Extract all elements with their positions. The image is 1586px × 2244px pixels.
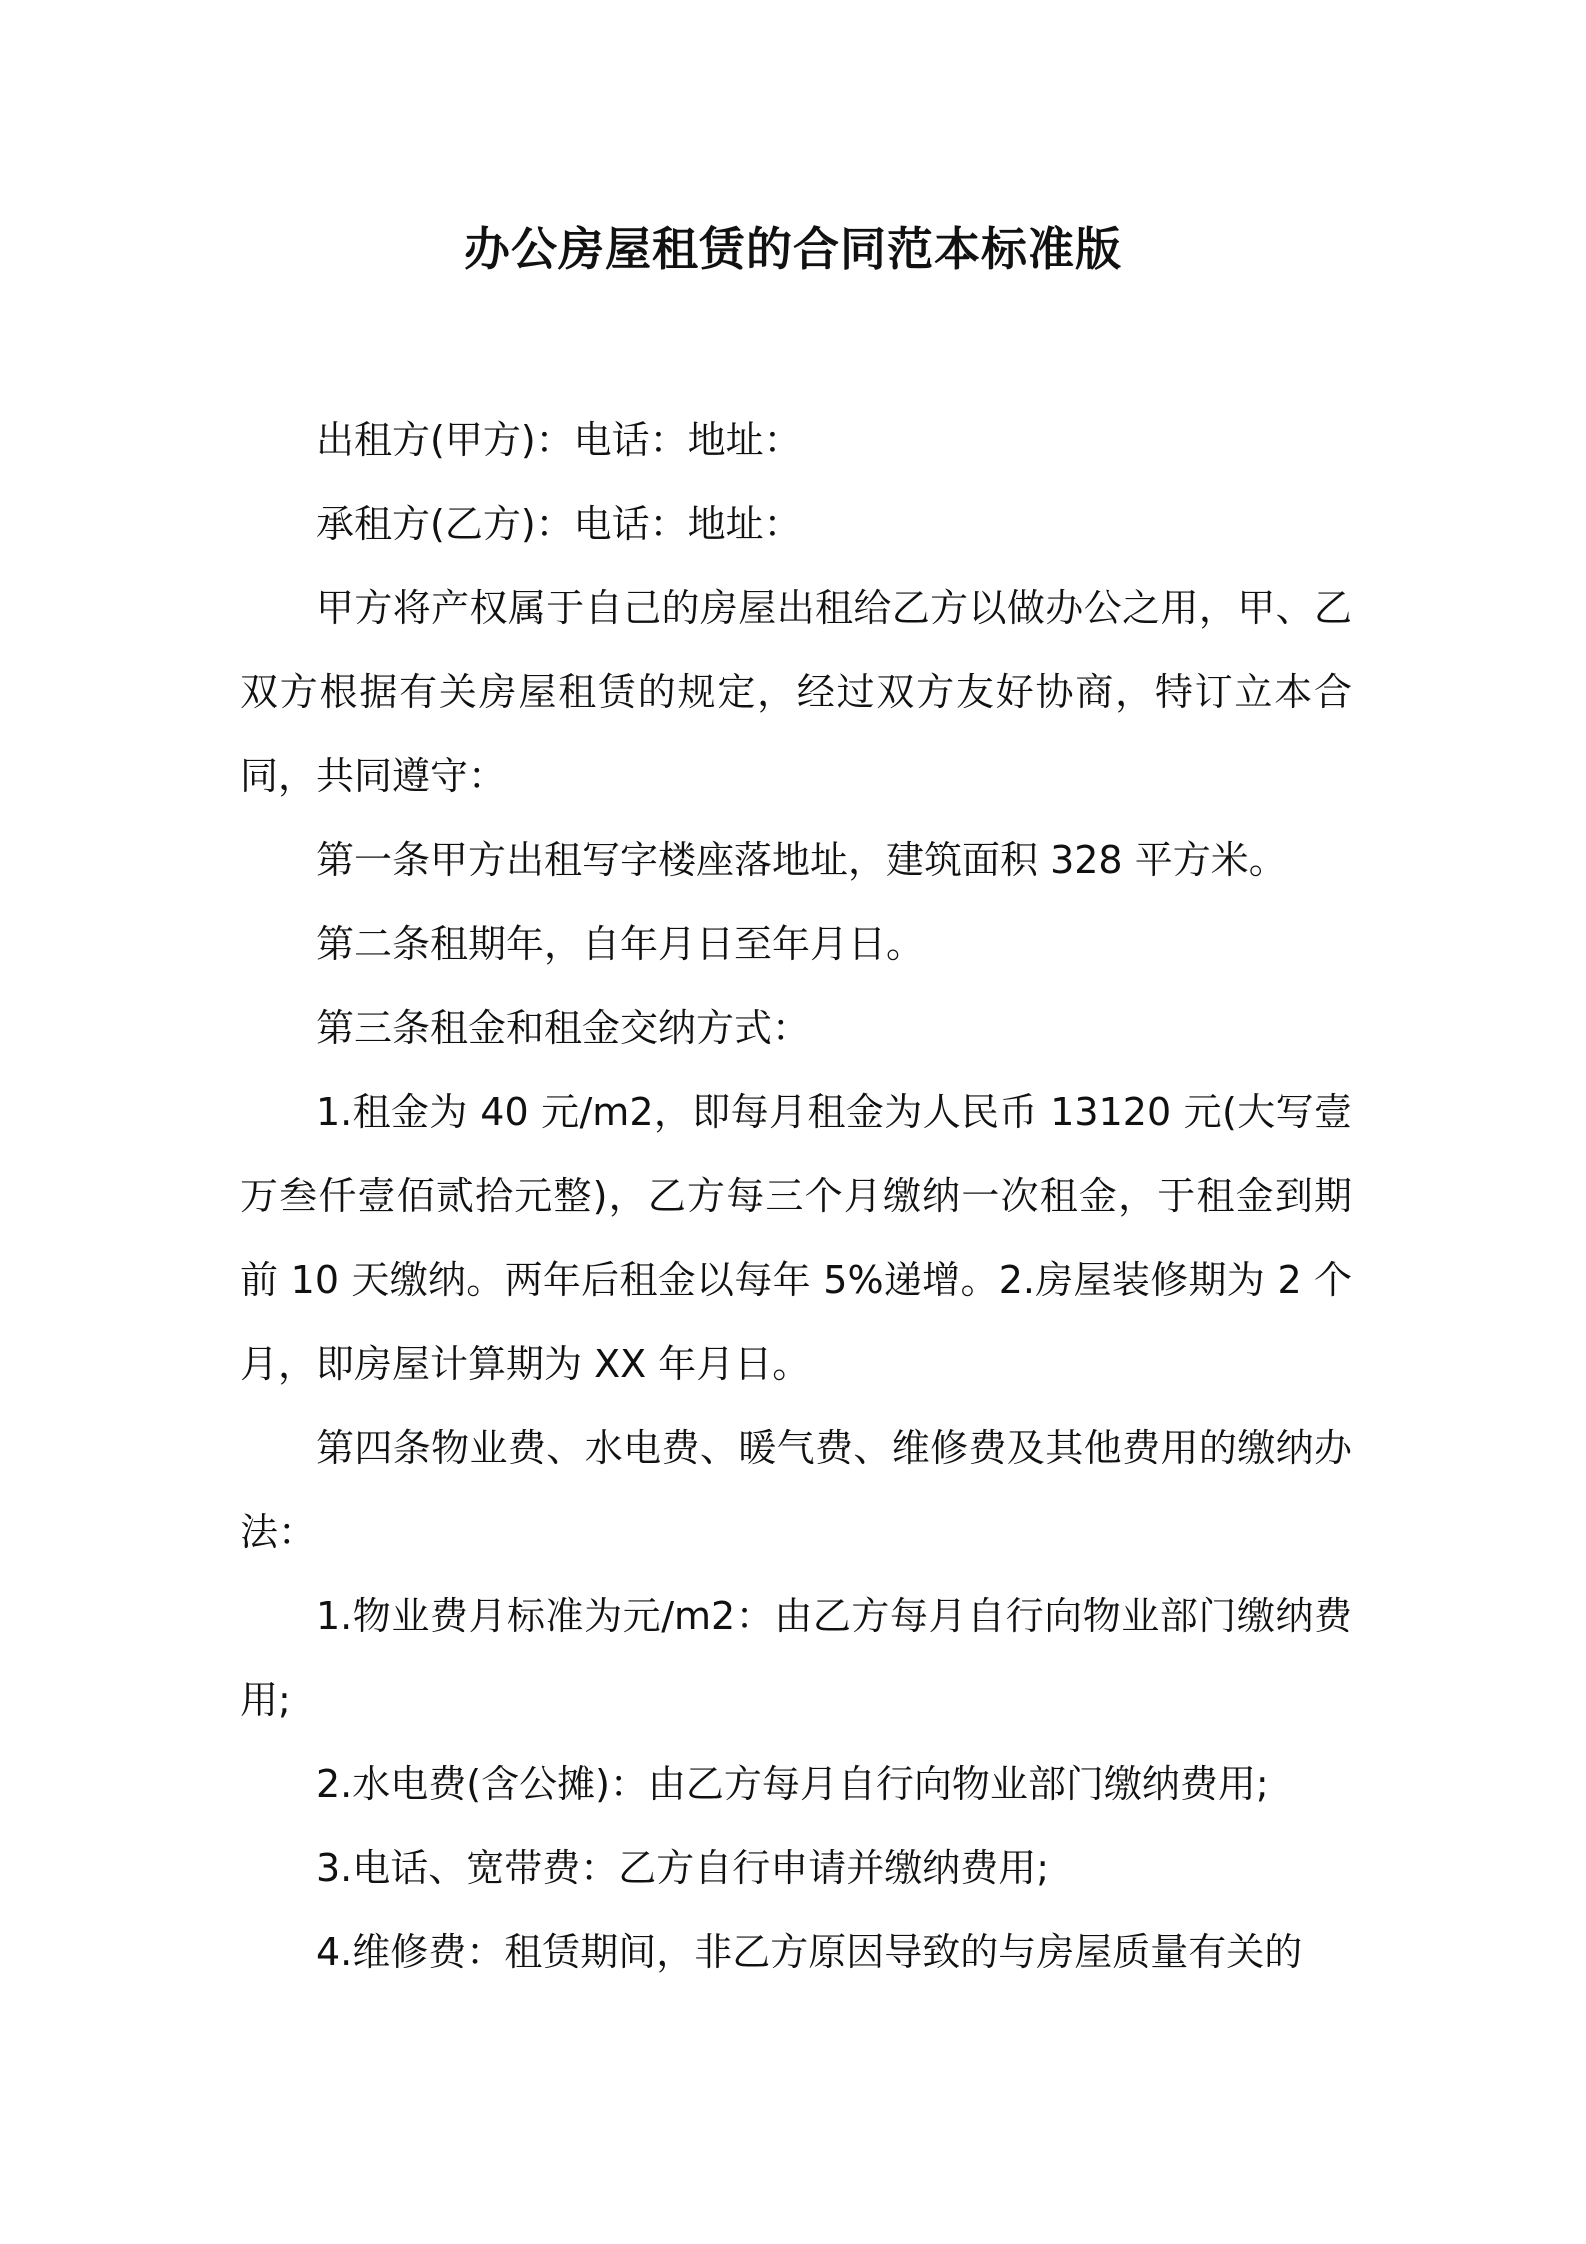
paragraph-lessee-info: 承租方(乙方)：电话：地址： <box>316 502 802 546</box>
paragraph-article-2: 第二条租期年，自年月日至年月日。 <box>316 922 925 966</box>
document-body <box>240 398 1352 1994</box>
paragraph-article-4-item-3: 3.电话、宽带费：乙方自行申请并缴纳费用; <box>316 1846 1050 1890</box>
paragraph-article-4-item-1: 1.物业费月标准为元/m2：由乙方每月自行向物业部门缴纳费用; <box>240 1594 1352 1722</box>
paragraph-preamble: 甲方将产权属于自己的房屋出租给乙方以做办公之用，甲、乙双方根据有关房屋租赁的规定，经过双方友好协商，特订立本合同，共同遵守： <box>240 586 1352 798</box>
paragraph-article-3: 第三条租金和租金交纳方式： <box>316 1006 811 1050</box>
paragraph-article-4: 第四条物业费、水电费、暖气费、维修费及其他费用的缴纳办法： <box>240 1426 1352 1554</box>
paragraph-lessor-info: 出租方(甲方)：电话：地址： <box>316 418 802 462</box>
paragraph-article-4-item-4: 4.维修费：租赁期间，非乙方原因导致的与房屋质量有关的 <box>316 1930 1303 1974</box>
document-title: 办公房屋租赁的合同范本标准版 <box>464 222 1122 276</box>
paragraph-article-1: 第一条甲方出租写字楼座落地址，建筑面积 328 平方米。 <box>316 838 1287 882</box>
paragraph-article-4-item-2: 2.水电费(含公摊)：由乙方每月自行向物业部门缴纳费用; <box>316 1762 1269 1806</box>
paragraph-article-3-item-1: 1.租金为 40 元/m2，即每月租金为人民币 13120 元(大写壹万叁仟壹佰贰拾元整)，乙方每三个月缴纳一次租金，于租金到期前 10 天缴纳。两年后租金以每年 5%递增。2.房屋装修期为 2 个月，即房屋计算期为 XX 年月日。 <box>240 1090 1352 1386</box>
